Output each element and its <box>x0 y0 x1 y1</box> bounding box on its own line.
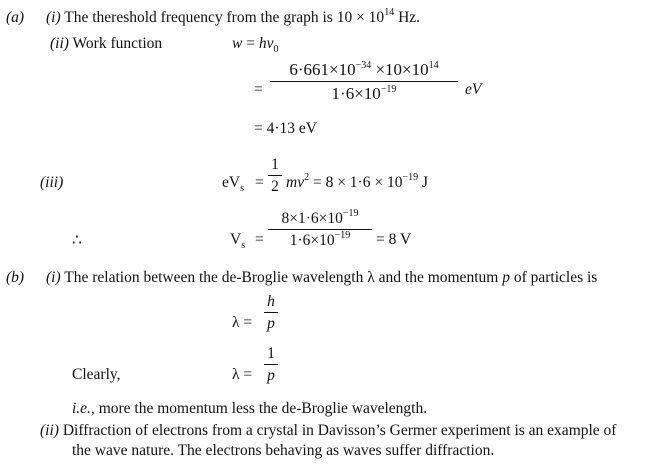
work-function-result: = 4·13 eV <box>254 120 317 137</box>
clearly-label: Clearly, <box>72 366 121 383</box>
vs-fraction: $8\times 1\cdot 6\times 10^{-19}$ $1\cdot 6\times 10^{-19}$ <box>268 210 372 250</box>
lambda-eq-1: λ = <box>232 314 253 331</box>
therefore-symbol: ∴ <box>72 232 82 249</box>
part-a-label: (a) <box>6 9 25 26</box>
vs-result: = 8 V <box>376 231 412 248</box>
part-a-ii-line <box>50 35 162 53</box>
work-function-eq-sign: = <box>254 81 263 98</box>
w-symbol: w <box>232 35 243 52</box>
h-nu: hν <box>258 35 274 52</box>
fraction-denominator: $1\cdot 6\times 10^{-19}$ <box>331 84 397 103</box>
nu-sub: 0 <box>273 44 279 55</box>
part-b-ii-line1: (ii) Diffraction of electrons from a crystal in Davisson’s Germer experiment is an example of <box>40 422 617 439</box>
evs-eq: = <box>255 174 264 191</box>
fraction-bar <box>270 81 458 82</box>
work-function-fraction <box>270 60 458 104</box>
h-over-p-fraction: h p <box>264 293 278 333</box>
part-a-i-text-post: Hz. <box>394 9 421 26</box>
work-function-label: Work function <box>72 35 163 52</box>
part-b-i-line: (i) The relation between the de-Broglie wavelength λ and the momentum p of particles is <box>46 269 598 286</box>
lambda-eq-2: λ = <box>232 366 253 383</box>
part-a-ii-num: (ii) <box>50 35 69 52</box>
w-equals: = <box>242 35 259 52</box>
work-function-eq <box>232 35 278 53</box>
kinetic-energy-expr: $mv^2 = 8 \times 1\cdot 6 \times 10^{-19}$ J <box>286 172 429 191</box>
part-a-iii-num: (iii) <box>40 174 64 191</box>
one-over-p-fraction: 1 p <box>264 345 278 385</box>
part-a-i-num: (i) <box>46 9 61 26</box>
part-a-i-exp: 14 <box>384 7 395 18</box>
evs-lhs: $eV_s$ <box>222 174 244 194</box>
part-b-label: (b) <box>6 269 25 286</box>
vs-lhs: $V_s$ <box>230 231 246 251</box>
ev-unit: eV <box>465 81 482 98</box>
part-b-ii-line2: the wave nature. The electrons behaving as waves suffer diffraction. <box>72 442 495 459</box>
half-fraction: 1 2 <box>268 156 282 196</box>
fraction-numerator: $6\cdot 661\times 10^{-34} \times 10\times 10^{14}$ <box>289 60 439 79</box>
vs-eq: = <box>255 231 264 248</box>
ie-line: i.e., more the momentum less the de-Broglie wavelength. <box>72 400 428 417</box>
part-a-i-line <box>46 9 420 27</box>
part-a-i-text: The thereshold frequency from the graph is 10 × 10 <box>64 9 385 26</box>
